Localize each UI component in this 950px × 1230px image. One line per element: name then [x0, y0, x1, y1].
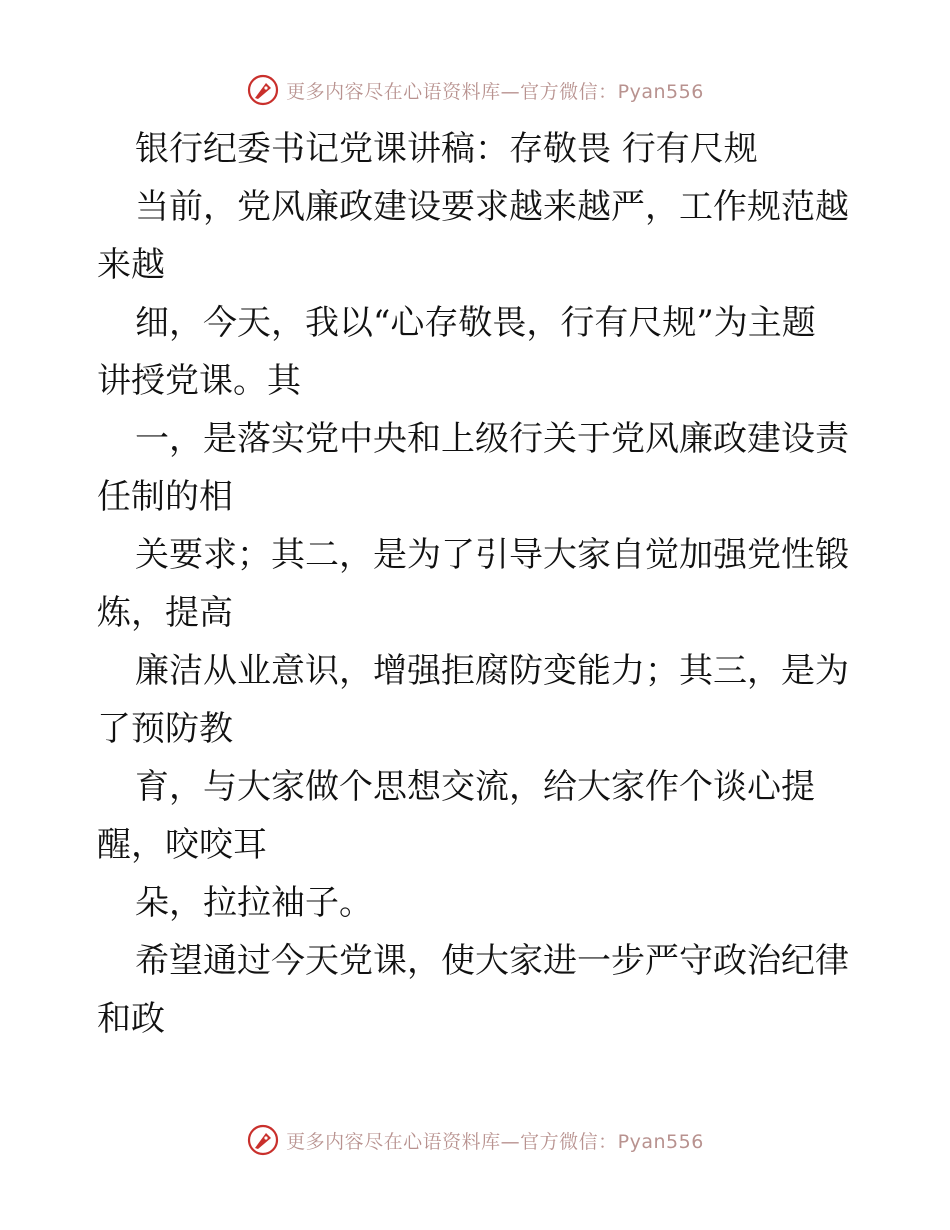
paragraph-line: 关要求；其二，是为了引导大家自觉加强党性锻 — [135, 535, 849, 575]
document-body — [97, 120, 857, 1048]
document-title: 银行纪委书记党课讲稿：存敬畏 行有尺规 — [135, 129, 758, 169]
footer-banner — [0, 1120, 950, 1160]
paragraph-line: 希望通过今天党课，使大家进一步严守政治纪律 — [135, 941, 849, 981]
paragraph-line: 炼，提高 — [97, 593, 233, 633]
paragraph-line: 细，今天，我以“心存敬畏，行有尺规”为主题 — [135, 303, 816, 343]
pen-nib-logo-icon — [246, 1123, 280, 1157]
paragraph-line: 了预防教 — [97, 709, 233, 749]
paragraph-line: 来越 — [97, 245, 165, 285]
paragraph-line: 育，与大家做个思想交流，给大家作个谈心提 — [135, 767, 815, 807]
paragraph-line: 讲授党课。其 — [97, 361, 301, 401]
pen-nib-logo-icon — [246, 73, 280, 107]
paragraph-line: 朵，拉拉袖子。 — [135, 883, 373, 923]
footer-banner-text: 更多内容尽在心语资料库—官方微信：Pyan556 — [286, 1130, 704, 1153]
paragraph-line: 当前，党风廉政建设要求越来越严，工作规范越 — [135, 187, 849, 227]
paragraph-line: 和政 — [97, 999, 165, 1039]
paragraph-line: 任制的相 — [97, 477, 233, 517]
paragraph-line: 醒，咬咬耳 — [97, 825, 267, 865]
paragraph-line: 一，是落实党中央和上级行关于党风廉政建设责 — [135, 419, 849, 459]
paragraph-line: 廉洁从业意识，增强拒腐防变能力；其三，是为 — [135, 651, 849, 691]
header-banner-text: 更多内容尽在心语资料库—官方微信：Pyan556 — [286, 80, 704, 103]
header-banner — [0, 70, 950, 110]
